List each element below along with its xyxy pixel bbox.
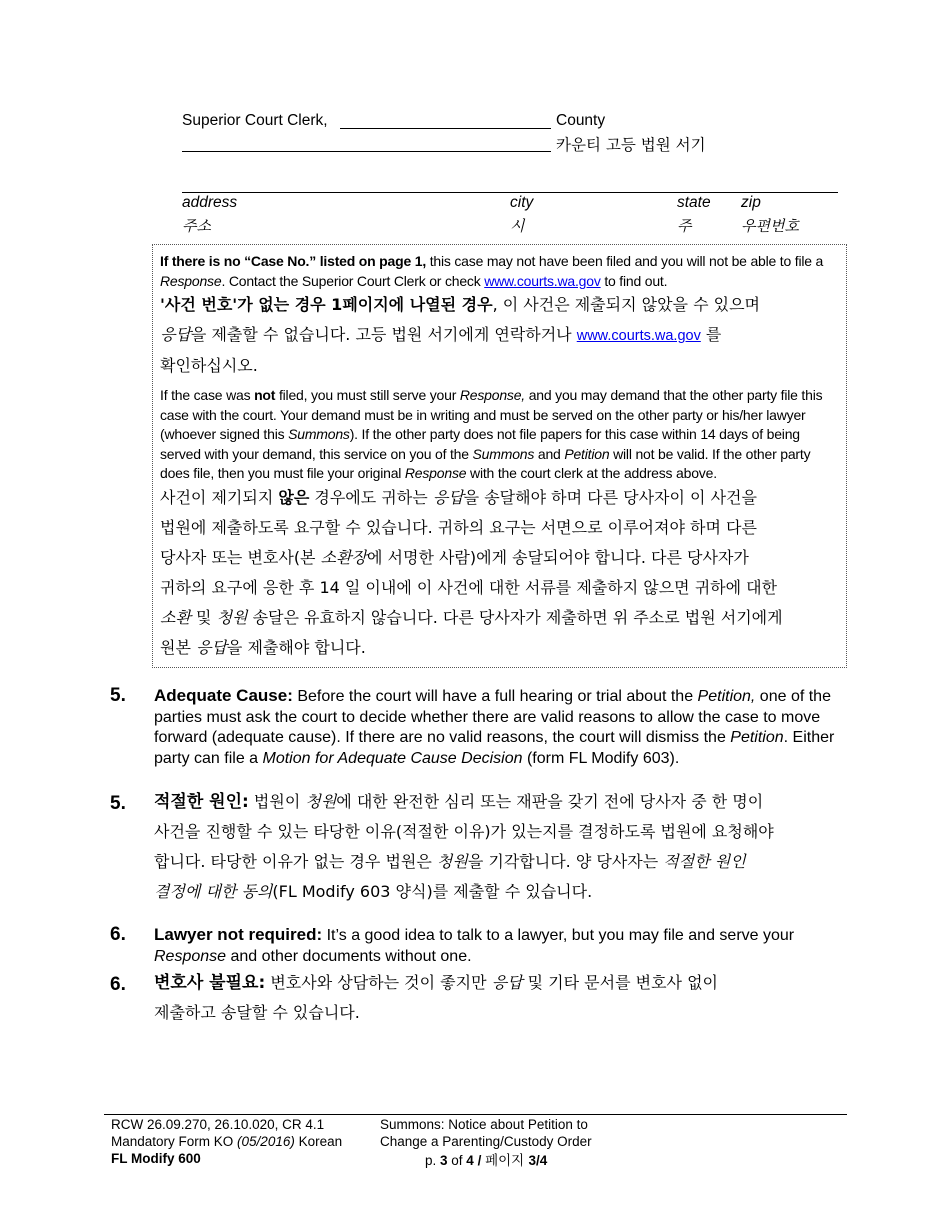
section-5-title: Adequate Cause: xyxy=(154,686,293,705)
county-name-blank[interactable] xyxy=(340,128,551,129)
city-label: city xyxy=(510,194,534,211)
notice-p1-bold: If there is no “Case No.” listed on page 1, xyxy=(160,253,427,269)
section-6-kr-title: 변호사 불필요: xyxy=(154,973,266,993)
zip-label: zip xyxy=(741,194,761,211)
section-6-title: Lawyer not required: xyxy=(154,925,323,944)
footer-form-id: FL Modify 600 xyxy=(111,1151,201,1166)
address-blank[interactable] xyxy=(182,192,838,193)
footer-form-title: Summons: Notice about Petition to Change a Parenting/Custody Order xyxy=(380,1117,592,1149)
notice-paragraph-2: If the case was not filed, you must still serve your Response, and you may demand that the other party file this case with the court. Your demand must be in writing and must be served on the other party or his/her lawyer (whoever signed this Summons). If the other party does not file papers for this case within 14 days of being served with your demand, this service on you of the Summons and Petition will not be valid. If the other party does file, then you must file your original Response with the court clerk at the address above. xyxy=(160,387,823,482)
address-label: address xyxy=(182,194,238,211)
courts-link[interactable]: www.courts.wa.gov xyxy=(484,272,601,289)
clerk-name-blank[interactable] xyxy=(182,151,551,152)
section-6-lawyer-not-required-kr: 변호사 불필요: 변호사와 상담하는 것이 좋지만 응답 및 기타 문서를 변호사 없이 제출하고 송달할 수 있습니다. xyxy=(154,973,718,1022)
courts-link-kr[interactable]: www.courts.wa.gov xyxy=(576,328,701,344)
state-label-kr: 주 xyxy=(677,217,692,235)
notice-paragraph-2-kr: 사건이 제기되지 않은 경우에도 귀하는 응답을 송달해야 하며 다른 당사자이 이 사건을 법원에 제출하도록 요구할 수 있습니다. 귀하의 요구는 서면으로 이루어져야 하며 다른 당사자 또는 변호사(본 소환장에 서명한 사람)에게 송달되어야 합니다. 다른 당사자가 귀하의 요구에 응한 후 14 일 이내에 이 사건에 대한 서류를 제출하지 않으면 귀하에 대한 소환 및 청원 송달은 유효하지 않습니다. 다른 당사자가 제출하면 위 주소로 법원 서기에게 원본 응답을 제출해야 합니다. xyxy=(160,488,783,657)
section-5-number: 5. xyxy=(110,685,126,706)
footer-citation: RCW 26.09.270, 26.10.020, CR 4.1 Mandatory Form KO (05/2016) Korean FL Modify 600 xyxy=(111,1117,343,1166)
clerk-label: Superior Court Clerk, xyxy=(182,112,328,129)
section-6-kr-number: 6. xyxy=(110,974,126,995)
section-6-lawyer-not-required: Lawyer not required: It’s a good idea to talk to a lawyer, but you may file and serve your Response and other documents without one. xyxy=(154,925,795,965)
section-5-adequate-cause-kr: 적절한 원인: 법원이 청원에 대한 완전한 심리 또는 재판을 갖기 전에 당사자 중 한 명이 사건을 진행할 수 있는 타당한 이유(적절한 이유)가 있는지를 결정하도록 법원에 요청해야 합니다. 타당한 이유가 없는 경우 법원은 청원을 기각합니다. 양 당사자는 적절한 원인 결정에 대한 동의(FL Modify 603 양식)를 제출할 수 있습니다. xyxy=(154,792,774,901)
section-5-kr-title: 적절한 원인: xyxy=(154,792,249,812)
notice-paragraph-1-kr: '사건 번호'가 없는 경우 1페이지에 나열된 경우, 이 사건은 제출되지 않았을 수 있으며 응답을 제출할 수 없습니다. 고등 법원 서기에게 연락하거나 www.courts.wa.gov 를 확인하십시오. xyxy=(160,295,761,375)
county-label: County xyxy=(556,112,606,129)
section-6-number: 6. xyxy=(110,924,126,945)
footer-divider xyxy=(104,1114,847,1115)
city-label-kr: 시 xyxy=(510,217,525,235)
county-label-kr: 카운티 고등 법원 서기 xyxy=(556,136,706,154)
footer-page-number: p. 3 of 4 / 페이지 3/4 xyxy=(425,1153,548,1169)
section-5-adequate-cause: Adequate Cause: Before the court will have a full hearing or trial about the Petition, one of the parties must ask the court to decide whether there are valid reasons to allow the case to move forward (adequate cause). If there are no valid reasons, the court will dismiss the Petition. Either party can file a Motion for Adequate Cause Decision (form FL Modify 603). xyxy=(154,686,835,767)
zip-label-kr: 우편번호 xyxy=(741,217,799,235)
notice-paragraph-1: If there is no “Case No.” listed on page 1, this case may not have been filed and you will not be able to file a Response. Contact the Superior Court Clerk or check www.courts.wa.gov to find out. xyxy=(160,253,824,289)
address-label-kr: 주소 xyxy=(182,217,211,235)
section-5-kr-number: 5. xyxy=(110,793,126,814)
state-label: state xyxy=(677,194,711,211)
